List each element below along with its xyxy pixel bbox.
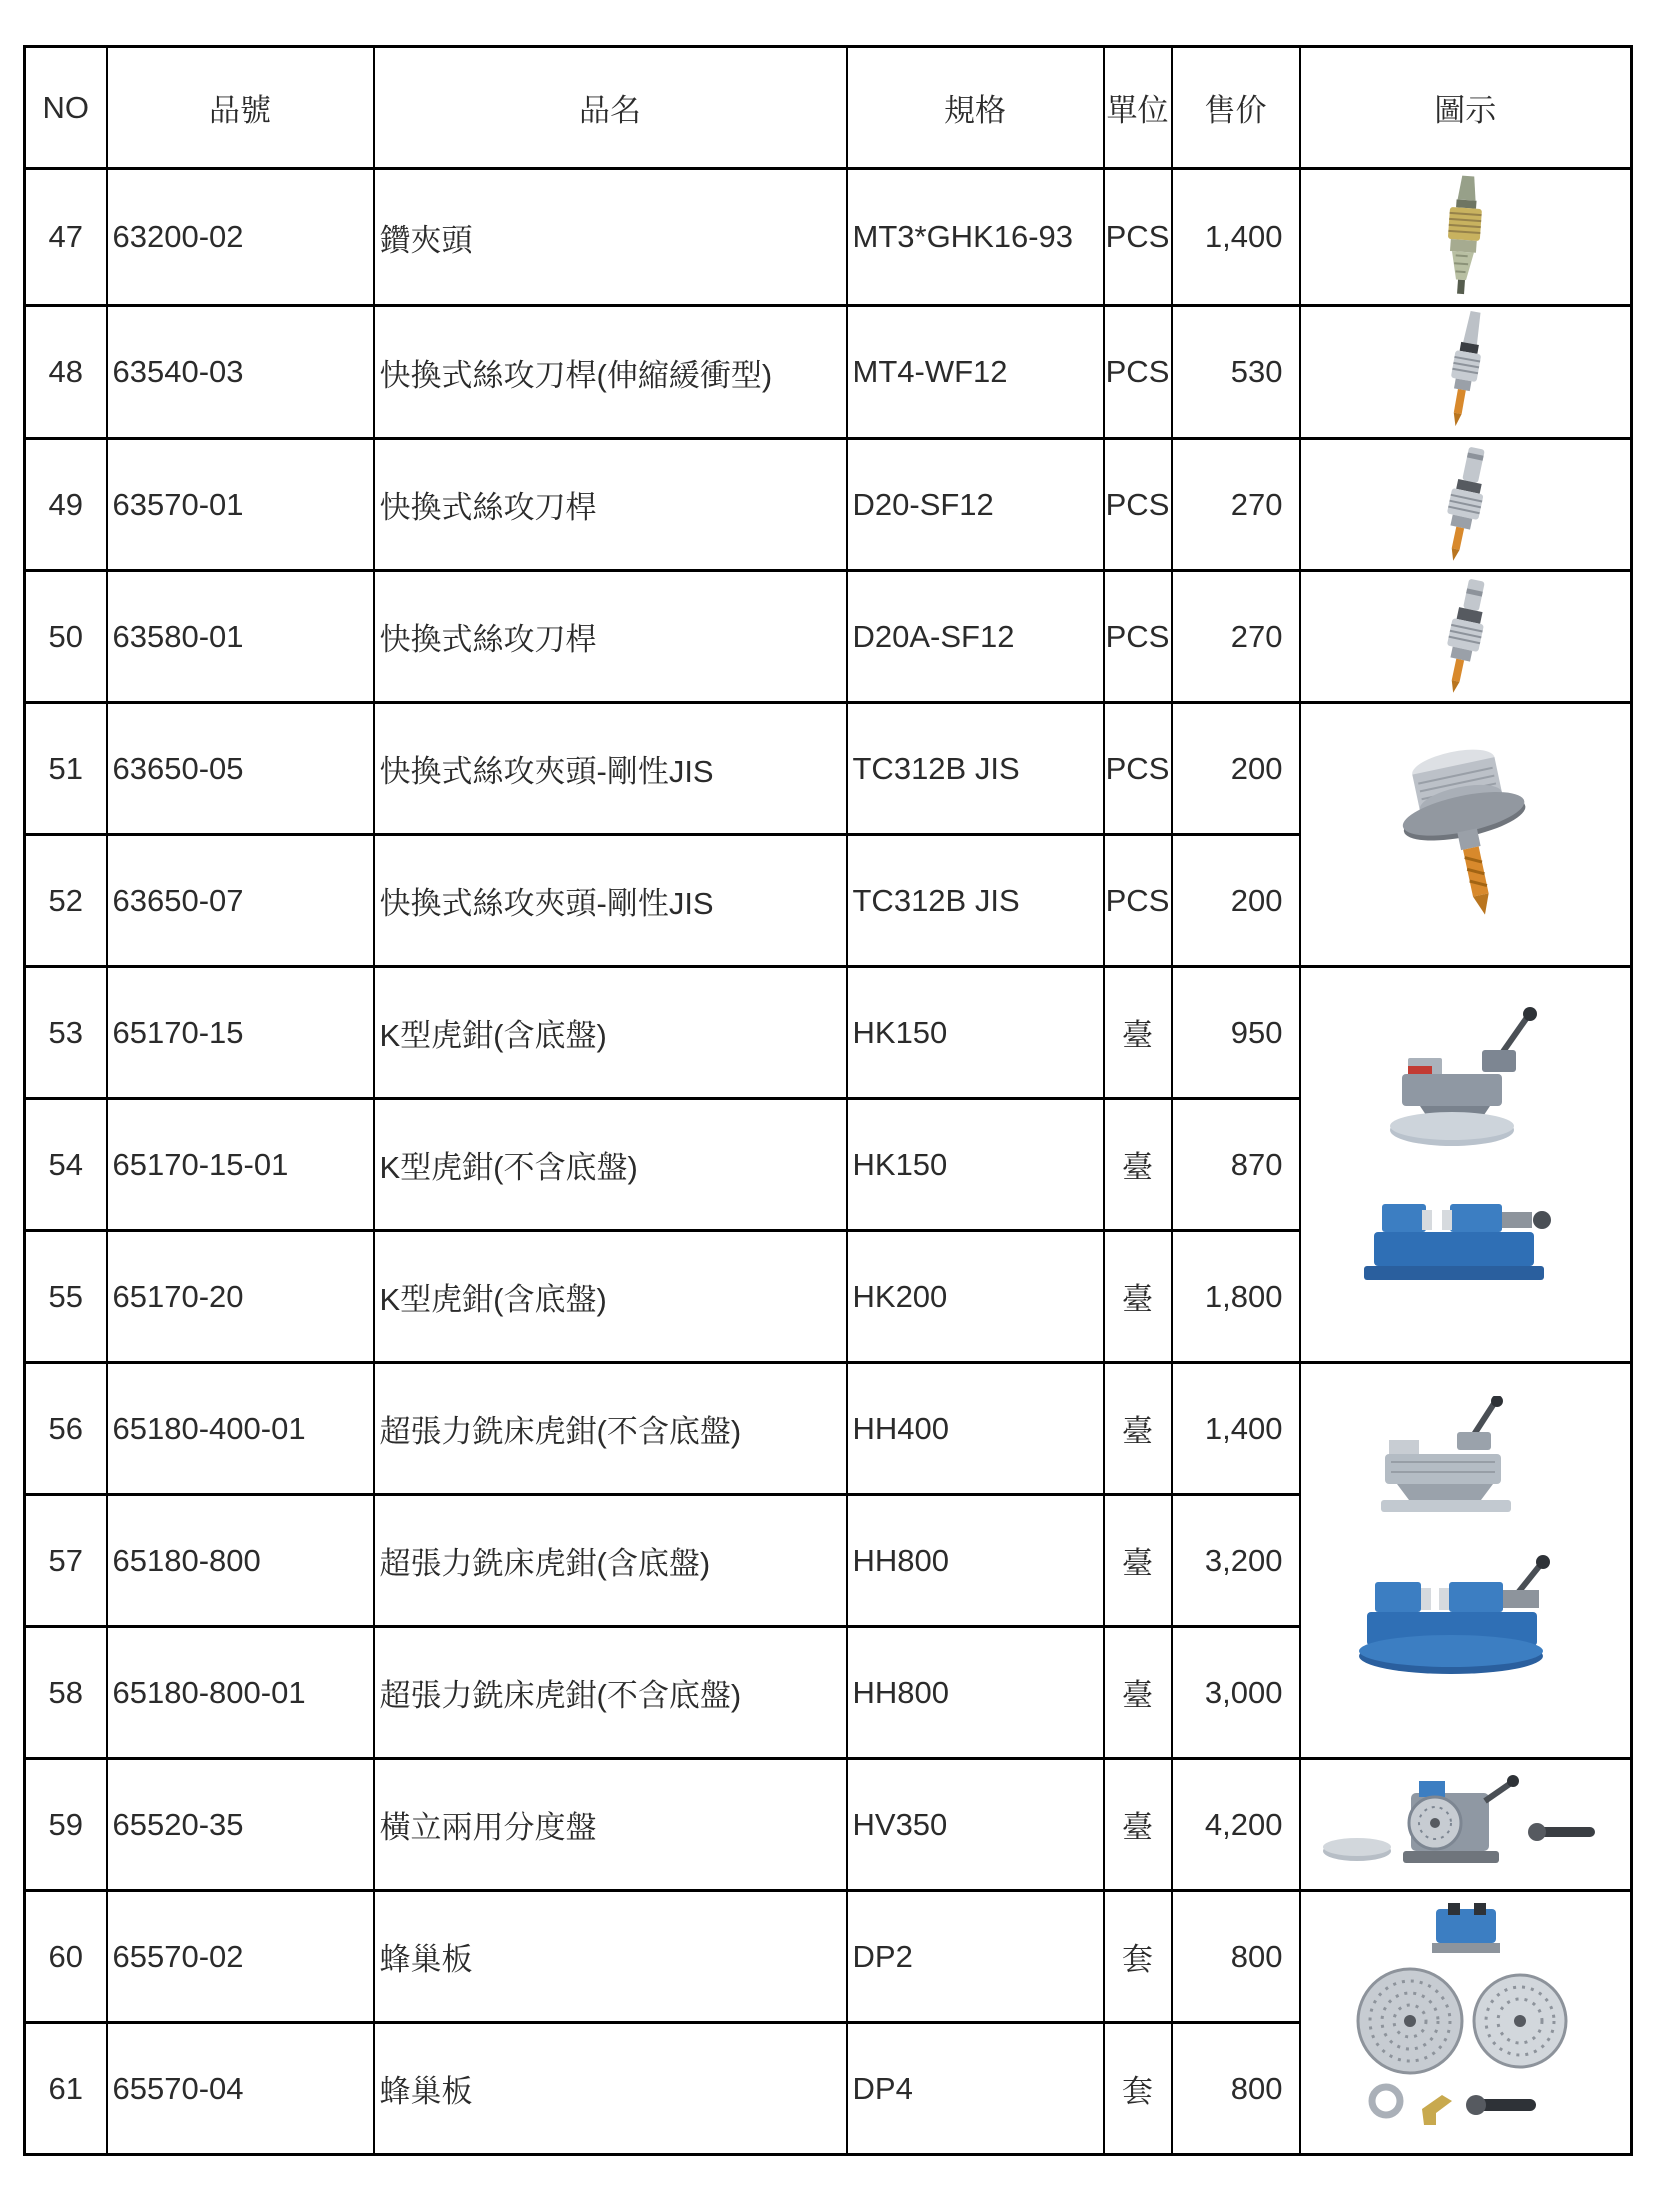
table-row (25, 703, 1632, 835)
cell-unit: PCS (1104, 703, 1172, 835)
cell-spec: TC312B JIS (847, 703, 1104, 835)
product-image-tap-holder-d20 (1300, 439, 1632, 571)
k-vise-set-photo (1350, 1000, 1580, 1330)
cell-price: 800 (1172, 2023, 1300, 2155)
cell-unit: 臺 (1104, 1099, 1172, 1231)
cell-price: 200 (1172, 703, 1300, 835)
cell-item-no: 65570-04 (107, 2023, 374, 2155)
cell-item-no: 63570-01 (107, 439, 374, 571)
cell-item-no: 63540-03 (107, 306, 374, 439)
cell-price: 1,800 (1172, 1231, 1300, 1363)
table-row (25, 1363, 1632, 1495)
cell-unit: PCS (1104, 835, 1172, 967)
table-body (25, 169, 1632, 2155)
product-image-k-vise-set (1300, 967, 1632, 1363)
cell-item-no: 63650-07 (107, 835, 374, 967)
cell-no: 58 (25, 1627, 107, 1759)
cell-name: 快換式絲攻刀桿 (374, 439, 847, 571)
cell-spec: HH800 (847, 1495, 1104, 1627)
cell-spec: MT4-WF12 (847, 306, 1104, 439)
cell-unit: 臺 (1104, 967, 1172, 1099)
cell-spec: HK150 (847, 1099, 1104, 1231)
cell-price: 3,200 (1172, 1495, 1300, 1627)
product-image-dividing-head (1300, 1759, 1632, 1891)
cell-spec: HH800 (847, 1627, 1104, 1759)
table-row (25, 306, 1632, 439)
cell-name: 快換式絲攻夾頭-剛性JIS (374, 835, 847, 967)
cell-name: K型虎鉗(含底盤) (374, 1231, 847, 1363)
cell-no: 50 (25, 571, 107, 703)
product-image-tap-chuck-jis (1300, 703, 1632, 967)
tap-holder-photo (1415, 577, 1515, 697)
cell-unit: 套 (1104, 2023, 1172, 2155)
col-header-image: 圖示 (1300, 47, 1632, 169)
cell-price: 530 (1172, 306, 1300, 439)
col-header-spec: 規格 (847, 47, 1104, 169)
cell-spec: HH400 (847, 1363, 1104, 1495)
cell-unit: PCS (1104, 169, 1172, 306)
col-header-price: 售价 (1172, 47, 1300, 169)
tap-holder-photo (1415, 445, 1515, 565)
cell-spec: DP4 (847, 2023, 1104, 2155)
table-row (25, 571, 1632, 703)
product-price-table (23, 45, 1633, 2156)
product-image-tap-holder-mt4 (1300, 306, 1632, 439)
product-image-hh-vise-set (1300, 1363, 1632, 1759)
dividing-head-photo (1315, 1767, 1615, 1882)
cell-no: 52 (25, 835, 107, 967)
cell-name: 快換式絲攻刀桿(伸縮緩衝型) (374, 306, 847, 439)
cell-name: 快換式絲攻刀桿 (374, 571, 847, 703)
table-row (25, 169, 1632, 306)
cell-spec: D20-SF12 (847, 439, 1104, 571)
cell-name: 蜂巢板 (374, 1891, 847, 2023)
cell-name: K型虎鉗(不含底盤) (374, 1099, 847, 1231)
cell-item-no: 65170-15 (107, 967, 374, 1099)
cell-spec: HK200 (847, 1231, 1104, 1363)
cell-price: 4,200 (1172, 1759, 1300, 1891)
col-header-no: NO (25, 47, 107, 169)
tap-chuck-photo (1380, 735, 1550, 935)
cell-no: 53 (25, 967, 107, 1099)
col-header-item-no: 品號 (107, 47, 374, 169)
cell-name: 快換式絲攻夾頭-剛性JIS (374, 703, 847, 835)
table-header-row (25, 47, 1632, 169)
cell-name: 超張力銑床虎鉗(不含底盤) (374, 1363, 847, 1495)
cell-name: 超張力銑床虎鉗(不含底盤) (374, 1627, 847, 1759)
cell-no: 60 (25, 1891, 107, 2023)
cell-unit: 套 (1104, 1891, 1172, 2023)
cell-no: 47 (25, 169, 107, 306)
cell-unit: 臺 (1104, 1363, 1172, 1495)
cell-price: 270 (1172, 439, 1300, 571)
cell-spec: HK150 (847, 967, 1104, 1099)
cell-name: K型虎鉗(含底盤) (374, 967, 847, 1099)
cell-price: 200 (1172, 835, 1300, 967)
cell-price: 270 (1172, 571, 1300, 703)
table-row (25, 967, 1632, 1099)
product-image-tap-holder-d20a (1300, 571, 1632, 703)
cell-name: 蜂巢板 (374, 2023, 847, 2155)
table-row (25, 1759, 1632, 1891)
cell-spec: DP2 (847, 1891, 1104, 2023)
col-header-name: 品名 (374, 47, 847, 169)
cell-price: 3,000 (1172, 1627, 1300, 1759)
cell-item-no: 63200-02 (107, 169, 374, 306)
col-header-unit: 單位 (1104, 47, 1172, 169)
product-image-honeycomb-plate-set (1300, 1891, 1632, 2155)
cell-spec: D20A-SF12 (847, 571, 1104, 703)
tap-holder-photo (1420, 311, 1510, 433)
cell-price: 1,400 (1172, 169, 1300, 306)
cell-price: 800 (1172, 1891, 1300, 2023)
cell-no: 51 (25, 703, 107, 835)
cell-no: 59 (25, 1759, 107, 1891)
cell-item-no: 65180-800-01 (107, 1627, 374, 1759)
table-row (25, 1891, 1632, 2023)
cell-price: 870 (1172, 1099, 1300, 1231)
cell-name: 超張力銑床虎鉗(含底盤) (374, 1495, 847, 1627)
cell-unit: 臺 (1104, 1627, 1172, 1759)
cell-unit: PCS (1104, 571, 1172, 703)
cell-unit: 臺 (1104, 1759, 1172, 1891)
cell-item-no: 65170-20 (107, 1231, 374, 1363)
cell-spec: TC312B JIS (847, 835, 1104, 967)
product-image-drill-chuck (1300, 169, 1632, 306)
cell-item-no: 63650-05 (107, 703, 374, 835)
table-row (25, 439, 1632, 571)
cell-no: 56 (25, 1363, 107, 1495)
cell-spec: HV350 (847, 1759, 1104, 1891)
cell-no: 57 (25, 1495, 107, 1627)
cell-item-no: 65180-800 (107, 1495, 374, 1627)
cell-unit: 臺 (1104, 1495, 1172, 1627)
cell-no: 61 (25, 2023, 107, 2155)
cell-unit: PCS (1104, 439, 1172, 571)
cell-item-no: 65570-02 (107, 1891, 374, 2023)
cell-price: 950 (1172, 967, 1300, 1099)
drill-chuck-photo (1410, 174, 1520, 300)
cell-unit: PCS (1104, 306, 1172, 439)
cell-no: 49 (25, 439, 107, 571)
cell-spec: MT3*GHK16-93 (847, 169, 1104, 306)
cell-item-no: 65170-15-01 (107, 1099, 374, 1231)
cell-no: 48 (25, 306, 107, 439)
honeycomb-plate-set-photo (1348, 1903, 1583, 2143)
cell-item-no: 65180-400-01 (107, 1363, 374, 1495)
hh-vise-set-photo (1345, 1396, 1585, 1726)
cell-no: 55 (25, 1231, 107, 1363)
cell-unit: 臺 (1104, 1231, 1172, 1363)
cell-name: 橫立兩用分度盤 (374, 1759, 847, 1891)
cell-price: 1,400 (1172, 1363, 1300, 1495)
cell-name: 鑽夾頭 (374, 169, 847, 306)
cell-item-no: 63580-01 (107, 571, 374, 703)
cell-item-no: 65520-35 (107, 1759, 374, 1891)
cell-no: 54 (25, 1099, 107, 1231)
